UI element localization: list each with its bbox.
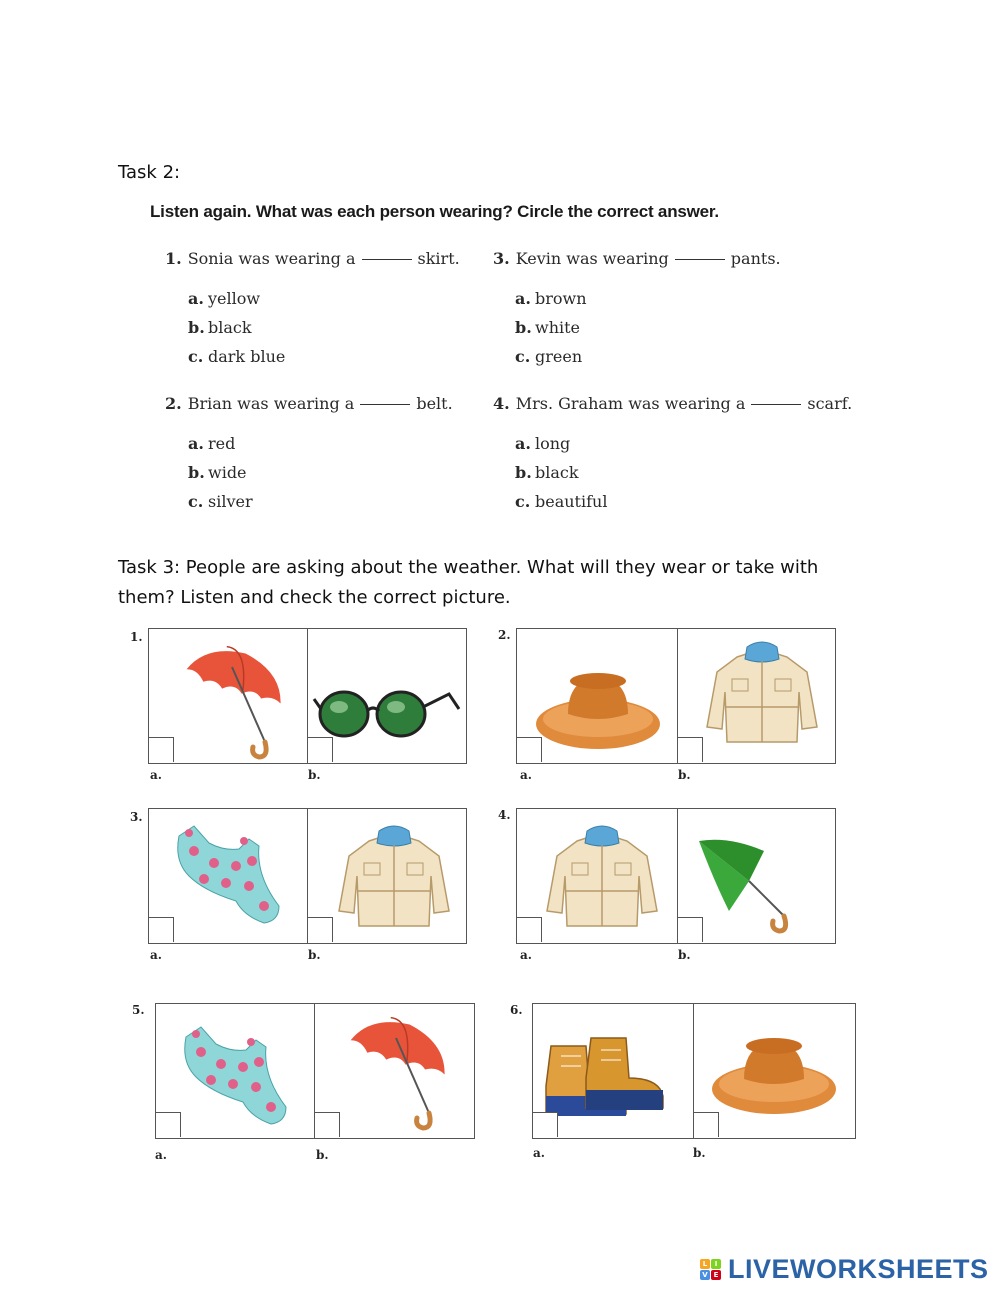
umbrella-icon [341, 1018, 461, 1133]
swimsuit-icon [164, 821, 289, 931]
option-2a[interactable] [188, 434, 235, 453]
option-letter: b. [515, 318, 532, 337]
picture-set-2 [516, 628, 836, 764]
checkbox-5a[interactable] [156, 1112, 181, 1137]
set-number: 3. [130, 810, 143, 824]
jacket-icon [547, 821, 662, 931]
option-text: long [535, 434, 571, 453]
option-3c[interactable] [515, 347, 582, 366]
option-1b[interactable] [188, 318, 252, 337]
option-letter: a. [188, 289, 204, 308]
answer-blank[interactable] [675, 259, 725, 260]
question-text-before: Mrs. Graham was wearing a [515, 394, 746, 413]
label-4b: b. [678, 948, 691, 962]
umbrella-icon [177, 647, 297, 762]
question-number: 1. [165, 249, 182, 268]
checkbox-6b[interactable] [694, 1112, 719, 1137]
swimsuit-icon [171, 1022, 296, 1132]
option-letter: a. [515, 434, 531, 453]
option-3b[interactable] [515, 318, 580, 337]
checkbox-4b[interactable] [678, 917, 703, 942]
label-1a: a. [150, 768, 162, 782]
label-3a: a. [150, 948, 162, 962]
option-2c[interactable] [188, 492, 253, 511]
question-text-before: Brian was wearing a [187, 394, 355, 413]
checkbox-5b[interactable] [315, 1112, 340, 1137]
picture-set-1 [148, 628, 467, 764]
logo-text: LIVEWORKSHEETS [728, 1254, 989, 1284]
set-number: 1. [130, 630, 143, 644]
boots-icon [541, 1026, 671, 1121]
hat-icon [709, 1024, 839, 1119]
question-text-after: scarf. [807, 394, 853, 413]
question-number: 3. [493, 249, 510, 268]
label-2b: b. [678, 768, 691, 782]
label-5b: b. [316, 1148, 329, 1162]
set-number: 6. [510, 1003, 523, 1017]
option-text: dark blue [208, 347, 286, 366]
option-letter: c. [515, 347, 531, 366]
option-letter: c. [188, 347, 204, 366]
label-1b: b. [308, 768, 321, 782]
picture-set-4 [516, 808, 836, 944]
question-1 [165, 249, 460, 268]
option-text: white [535, 318, 581, 337]
option-text: brown [535, 289, 587, 308]
set-number: 4. [498, 808, 511, 822]
question-text-before: Sonia was wearing a [187, 249, 356, 268]
jacket-icon [707, 637, 822, 747]
task2-title: Task 2: [118, 162, 181, 183]
option-letter: b. [515, 463, 532, 482]
picture-set-5 [155, 1003, 475, 1139]
liveworksheets-logo-icon: L I V E [700, 1259, 722, 1281]
option-text: black [535, 463, 579, 482]
option-text: beautiful [535, 492, 608, 511]
task2-instruction: Listen again. What was each person wearing? Circle the correct answer. [150, 202, 719, 221]
option-text: silver [208, 492, 253, 511]
option-text: wide [208, 463, 247, 482]
checkbox-4a[interactable] [517, 917, 542, 942]
option-letter: c. [188, 492, 204, 511]
option-1c[interactable] [188, 347, 285, 366]
question-4 [493, 394, 852, 413]
checkbox-3b[interactable] [308, 917, 333, 942]
answer-blank[interactable] [362, 259, 412, 260]
jacket-icon [339, 821, 454, 931]
question-text-after: belt. [416, 394, 453, 413]
option-letter: b. [188, 463, 205, 482]
checkbox-2b[interactable] [678, 737, 703, 762]
option-text: red [208, 434, 236, 453]
task3-title: Task 3: People are asking about the weather. What will they wear or take with them? Listen and check the correct picture. [118, 557, 819, 608]
label-6b: b. [693, 1146, 706, 1160]
answer-blank[interactable] [751, 404, 801, 405]
question-text-before: Kevin was wearing [515, 249, 669, 268]
picture-set-3 [148, 808, 467, 944]
checkbox-2a[interactable] [517, 737, 542, 762]
option-letter: c. [515, 492, 531, 511]
sunglasses-icon [309, 659, 459, 749]
set-number: 2. [498, 628, 511, 642]
option-1a[interactable] [188, 289, 260, 308]
checkbox-3a[interactable] [149, 917, 174, 942]
option-2b[interactable] [188, 463, 247, 482]
question-text-after: skirt. [417, 249, 460, 268]
checkbox-1b[interactable] [308, 737, 333, 762]
label-6a: a. [533, 1146, 545, 1160]
label-5a: a. [155, 1148, 167, 1162]
question-number: 4. [493, 394, 510, 413]
label-3b: b. [308, 948, 321, 962]
checkbox-6a[interactable] [533, 1112, 558, 1137]
umbrella-icon [689, 821, 804, 936]
option-4a[interactable] [515, 434, 570, 453]
option-4c[interactable] [515, 492, 607, 511]
hat-icon [533, 659, 663, 754]
picture-set-6 [532, 1003, 856, 1139]
set-number: 5. [132, 1003, 145, 1017]
question-text-after: pants. [730, 249, 781, 268]
question-number: 2. [165, 394, 182, 413]
option-text: green [535, 347, 583, 366]
option-letter: a. [188, 434, 204, 453]
checkbox-1a[interactable] [149, 737, 174, 762]
label-4a: a. [520, 948, 532, 962]
option-text: black [208, 318, 252, 337]
question-3 [493, 249, 781, 268]
label-2a: a. [520, 768, 532, 782]
option-text: yellow [208, 289, 261, 308]
option-4b[interactable] [515, 463, 579, 482]
answer-blank[interactable] [360, 404, 410, 405]
option-letter: b. [188, 318, 205, 337]
option-letter: a. [515, 289, 531, 308]
option-3a[interactable] [515, 289, 587, 308]
question-2 [165, 394, 453, 413]
